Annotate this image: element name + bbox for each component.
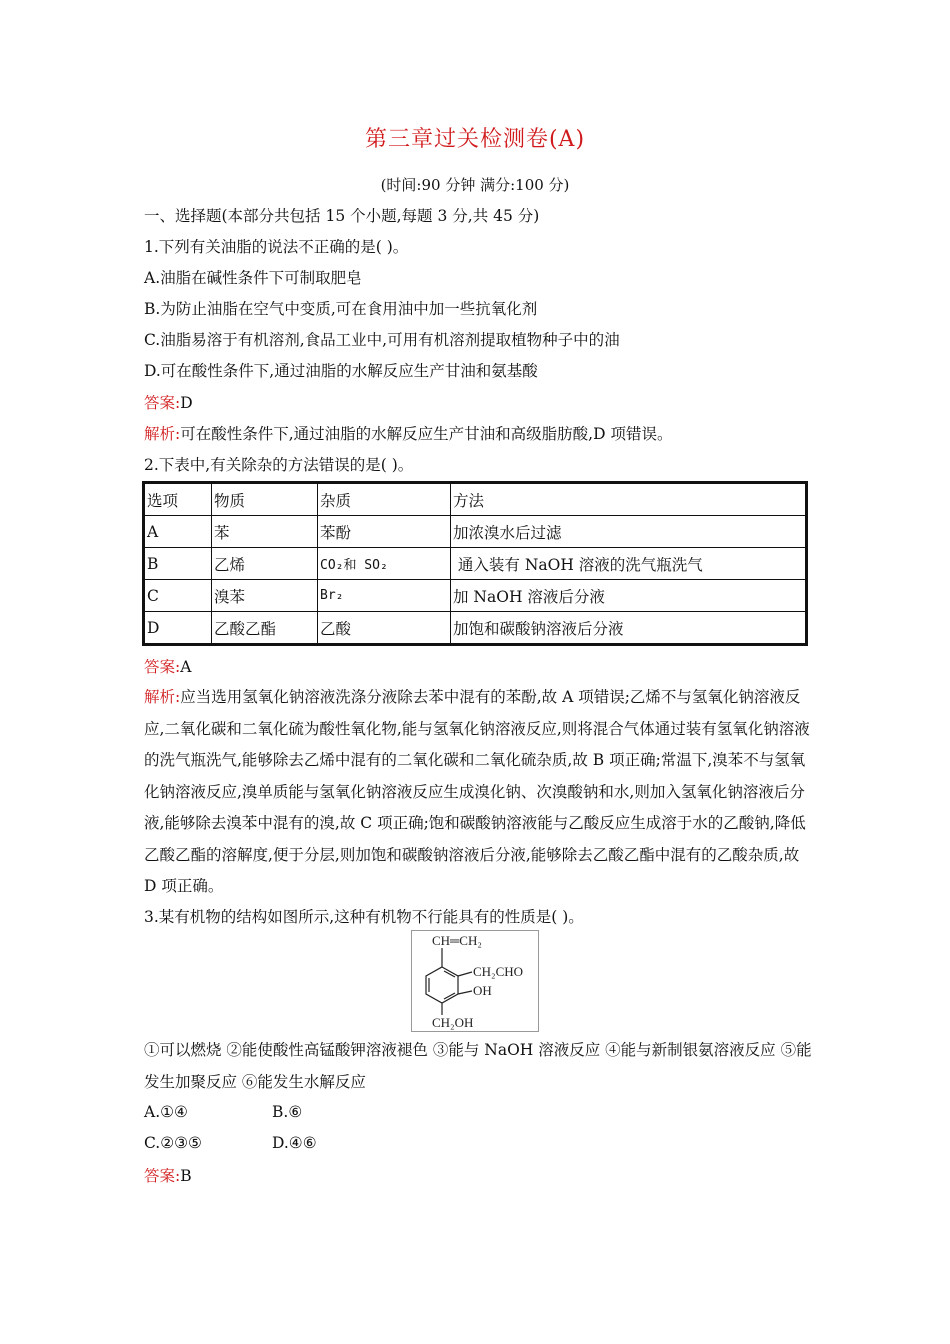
- table-header-cell: 物质: [212, 483, 318, 516]
- q1-answer: [144, 393, 193, 413]
- q3-properties: ①可以燃烧 ②能使酸性高锰酸钾溶液褪色 ③能与 NaOH 溶液反应 ④能与新制银氨溶液反应 ⑤能发生加聚反应 ⑥能发生水解反应: [144, 1041, 812, 1091]
- table-row: [144, 516, 807, 548]
- table-cell: 乙酸乙酯: [212, 612, 318, 645]
- table-row: [144, 580, 807, 612]
- table-cell: Br₂: [318, 580, 451, 612]
- answer-value: D: [180, 394, 193, 412]
- table-cell: 通入装有 NaOH 溶液的洗气瓶洗气: [451, 548, 807, 580]
- q1-stem: 1.下列有关油脂的说法不正确的是( )。: [144, 238, 409, 256]
- table-cell: C: [144, 580, 212, 612]
- q2-stem: 2.下表中,有关除杂的方法错误的是( )。: [144, 456, 414, 474]
- exam-time-score: (时间:90 分钟 满分:100 分): [380, 176, 570, 194]
- table-header-cell: 杂质: [318, 483, 451, 516]
- table-header-row: [144, 483, 807, 516]
- answer-value: A: [180, 658, 192, 676]
- answer-value: B: [180, 1167, 192, 1185]
- table-cell: 溴苯: [212, 580, 318, 612]
- table-cell: D: [144, 612, 212, 645]
- benzene-ring-diagram: [412, 931, 538, 1031]
- q1-option-b: B.为防止油脂在空气中变质,可在食用油中加一些抗氧化剂: [144, 300, 538, 318]
- q3-answer: [144, 1166, 192, 1186]
- structure-top-group: CH═CH₂: [432, 933, 482, 948]
- molecule-structure-figure: [411, 930, 539, 1032]
- table-cell: 乙酸: [318, 612, 451, 645]
- table-header-cell: 选项: [144, 483, 212, 516]
- page-title: 第三章过关检测卷(A): [364, 127, 586, 152]
- structure-hydroxyl-group: OH: [473, 983, 492, 998]
- structure-aldehyde-group: CH₂CHO: [473, 964, 524, 979]
- analysis-text: 应当选用氢氧化钠溶液洗涤分液除去苯中混有的苯酚,故 A 项错误;乙烯不与氢氧化钠溶液反应,二氧化碳和二氧化硫为酸性氧化物,能与氢氧化钠溶液反应,则将混合气体通过装有氢氧化钠溶液的洗气瓶洗气,能够除去乙烯中混有的二氧化碳和二氧化硫杂质,故 B 项正确;常温下,溴苯不与氢氧化钠溶液反应,溴单质能与氢氧化钠溶液反应生成溴化钠、次溴酸钠和水,则加入氢氧化钠溶液后分液,能够除去溴苯中混有的溴,故 C 项正确;饱和碳酸钠溶液能与乙酸反应生成溶于水的乙酸钠,降低乙酸乙酯的溶解度,便于分层,则加饱和碳酸钠溶液后分液,能够除去乙酸乙酯中混有的乙酸杂质,故 D 项正确。: [144, 688, 810, 895]
- impurity-table: [142, 481, 808, 646]
- table-cell: A: [144, 516, 212, 548]
- table-row: [144, 548, 807, 580]
- answer-label: 答案:: [144, 658, 181, 676]
- q1-option-a: A.油脂在碱性条件下可制取肥皂: [144, 269, 362, 287]
- analysis-label: 解析:: [144, 688, 181, 706]
- table-cell: 苯: [212, 516, 318, 548]
- table-cell: 乙烯: [212, 548, 318, 580]
- answer-label: 答案:: [144, 394, 181, 412]
- q2-answer: [144, 657, 191, 677]
- table-cell: CO₂和 SO₂: [318, 548, 451, 580]
- q1-analysis: [144, 424, 672, 444]
- table-header-cell: 方法: [451, 483, 807, 516]
- table-row: [144, 612, 807, 645]
- q3-option-d: D.④⑥: [272, 1134, 317, 1152]
- q3-option-c: C.②③⑤: [144, 1134, 202, 1152]
- structure-bottom-group: CH₂OH: [432, 1015, 474, 1030]
- q3-option-b: B.⑥: [272, 1103, 303, 1121]
- q1-option-d: D.可在酸性条件下,通过油脂的水解反应生产甘油和氨基酸: [144, 362, 538, 380]
- q2-analysis: [144, 682, 812, 903]
- table-cell: 加浓溴水后过滤: [451, 516, 807, 548]
- q1-option-c: C.油脂易溶于有机溶剂,食品工业中,可用有机溶剂提取植物种子中的油: [144, 331, 620, 349]
- q3-stem: 3.某有机物的结构如图所示,这种有机物不行能具有的性质是( )。: [144, 908, 584, 926]
- table-cell: 加饱和碳酸钠溶液后分液: [451, 612, 807, 645]
- analysis-text: 可在酸性条件下,通过油脂的水解反应生产甘油和高级脂肪酸,D 项错误。: [180, 425, 673, 443]
- analysis-label: 解析:: [144, 425, 181, 443]
- table-cell: 苯酚: [318, 516, 451, 548]
- q3-option-a: A.①④: [144, 1103, 188, 1121]
- table-cell: 加 NaOH 溶液后分液: [451, 580, 807, 612]
- section-heading: 一、选择题(本部分共包括 15 个小题,每题 3 分,共 45 分): [144, 207, 540, 225]
- answer-label: 答案:: [144, 1167, 181, 1185]
- table-cell: B: [144, 548, 212, 580]
